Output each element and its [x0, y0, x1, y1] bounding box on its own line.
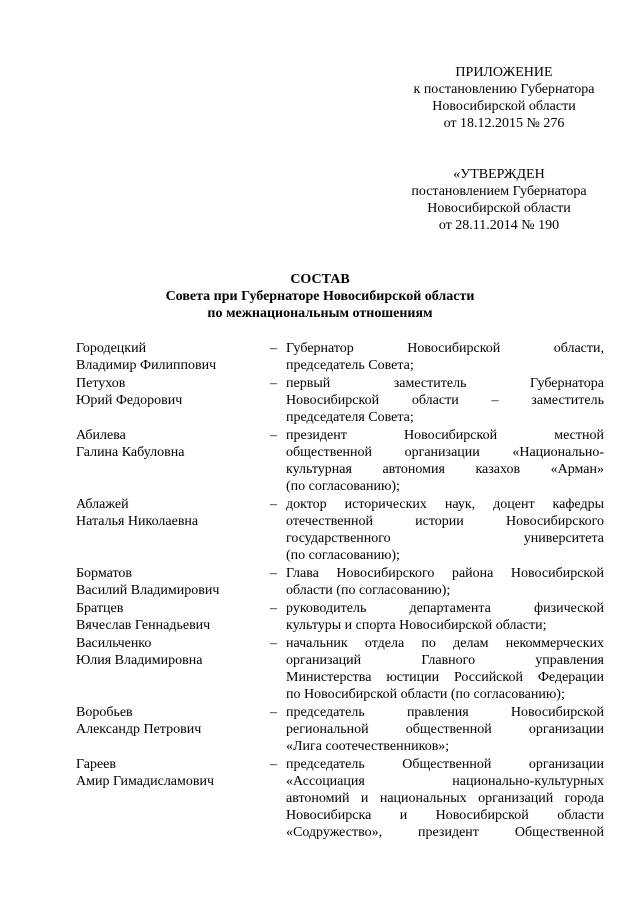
member-separator: – — [270, 497, 277, 512]
member-row — [76, 756, 604, 841]
appendix-line-3: от 18.12.2015 № 276 — [443, 116, 565, 131]
approved-title: «УТВЕРЖДЕН — [453, 167, 545, 182]
member-surname: Аблажей — [76, 497, 129, 512]
approved-header — [394, 166, 604, 234]
member-row — [76, 340, 604, 374]
member-row — [76, 375, 604, 426]
member-given-names: Галина Кабуловна — [76, 445, 185, 460]
member-separator: – — [270, 376, 277, 391]
member-role-line: «Содружество», президент Общественной — [286, 825, 604, 840]
member-role-line: доктор исторических наук, доцент кафедры — [286, 497, 604, 512]
member-given-names: Юрий Федорович — [76, 393, 183, 408]
member-role-line: руководитель департамента физической — [286, 601, 604, 616]
member-role-line: организаций Главного управления — [286, 653, 604, 668]
member-name — [76, 427, 261, 461]
member-surname: Гареев — [76, 757, 116, 772]
member-role-line: Новосибирска и Новосибирской области — [286, 808, 604, 823]
member-role-line: (по согласованию); — [286, 548, 400, 563]
member-role — [286, 496, 604, 564]
member-given-names: Василий Владимирович — [76, 583, 220, 598]
approved-line-1: постановлением Губернатора — [411, 184, 587, 199]
appendix-header — [404, 64, 604, 132]
heading-subtitle-1: Совета при Губернаторе Новосибирской области — [165, 289, 475, 304]
member-role-line: автономий и национальных организаций города — [286, 791, 604, 806]
heading-subtitle-2: по межнациональным отношениям — [207, 306, 433, 321]
member-name — [76, 340, 261, 374]
member-given-names: Владимир Филиппович — [76, 358, 217, 373]
member-name — [76, 375, 261, 409]
member-given-names: Юлия Владимировна — [76, 653, 203, 668]
member-role — [286, 600, 604, 634]
member-role-line: общественной организации «Национально- — [286, 445, 604, 460]
members-list — [76, 340, 604, 841]
member-role-line: Новосибирской области – заместитель — [286, 393, 604, 408]
member-name — [76, 565, 261, 599]
member-role-line: «Лига соотечественников»; — [286, 739, 450, 754]
member-role-line: президент Новосибирской местной — [286, 428, 604, 443]
member-role-line: начальник отдела по делам некоммерческих — [286, 636, 604, 651]
member-row — [76, 704, 604, 755]
member-row — [76, 565, 604, 599]
member-name — [76, 635, 261, 669]
member-name — [76, 496, 261, 530]
member-separator: – — [270, 341, 277, 356]
approved-line-3: от 28.11.2014 № 190 — [438, 218, 560, 233]
member-role — [286, 375, 604, 426]
member-role-line: (по согласованию); — [286, 479, 400, 494]
approved-line-2: Новосибирской области — [427, 201, 571, 216]
member-name — [76, 600, 261, 634]
member-role-line: председатель правления Новосибирской — [286, 705, 604, 720]
member-role-line: Глава Новосибирского района Новосибирской — [286, 566, 604, 581]
member-role-line: председателя Совета; — [286, 410, 414, 425]
member-role-line: региональной общественной организации — [286, 722, 604, 737]
member-role-line: по Новосибирской области (по согласованию); — [286, 687, 565, 702]
member-surname: Воробьев — [76, 705, 133, 720]
appendix-line-1: к постановлению Губернатора — [413, 82, 595, 97]
member-separator: – — [270, 566, 277, 581]
member-name — [76, 704, 261, 738]
member-row — [76, 600, 604, 634]
member-role — [286, 635, 604, 703]
member-role-line: Министерства юстиции Российской Федерации — [286, 670, 604, 685]
member-surname: Абилева — [76, 428, 126, 443]
member-given-names: Вячеслав Геннадьевич — [76, 618, 211, 633]
member-surname: Братцев — [76, 601, 124, 616]
member-given-names: Александр Петрович — [76, 722, 202, 737]
member-role-line: области (по согласованию); — [286, 583, 451, 598]
appendix-line-2: Новосибирской области — [432, 99, 576, 114]
member-role — [286, 756, 604, 841]
appendix-title: ПРИЛОЖЕНИЕ — [455, 65, 553, 80]
member-role-line: культуры и спорта Новосибирской области; — [286, 618, 547, 633]
member-role-line: государственного университета — [286, 531, 604, 546]
member-role — [286, 704, 604, 755]
member-row — [76, 635, 604, 703]
member-surname: Васильченко — [76, 636, 152, 651]
member-role-line: первый заместитель Губернатора — [286, 376, 604, 391]
member-role-line: культурная автономия казахов «Арман» — [286, 462, 604, 477]
member-role — [286, 427, 604, 495]
member-role-line: «Ассоциация национально-культурных — [286, 774, 604, 789]
member-given-names: Наталья Николаевна — [76, 514, 199, 529]
member-surname: Городецкий — [76, 341, 147, 356]
member-given-names: Амир Гимадисламович — [76, 774, 215, 789]
member-role-line: председатель Общественной организации — [286, 757, 604, 772]
member-role-line: председатель Совета; — [286, 358, 414, 373]
member-separator: – — [270, 705, 277, 720]
member-role-line: отечественной истории Новосибирского — [286, 514, 604, 529]
member-separator: – — [270, 428, 277, 443]
heading-title: СОСТАВ — [290, 272, 350, 287]
member-surname: Борматов — [76, 566, 132, 581]
member-name — [76, 756, 261, 790]
member-separator: – — [270, 757, 277, 772]
member-separator: – — [270, 636, 277, 651]
document-heading — [0, 271, 640, 322]
member-row — [76, 496, 604, 564]
member-role — [286, 565, 604, 599]
member-role-line: Губернатор Новосибирской области, — [286, 341, 604, 356]
member-role — [286, 340, 604, 374]
member-surname: Петухов — [76, 376, 126, 391]
member-separator: – — [270, 601, 277, 616]
member-row — [76, 427, 604, 495]
